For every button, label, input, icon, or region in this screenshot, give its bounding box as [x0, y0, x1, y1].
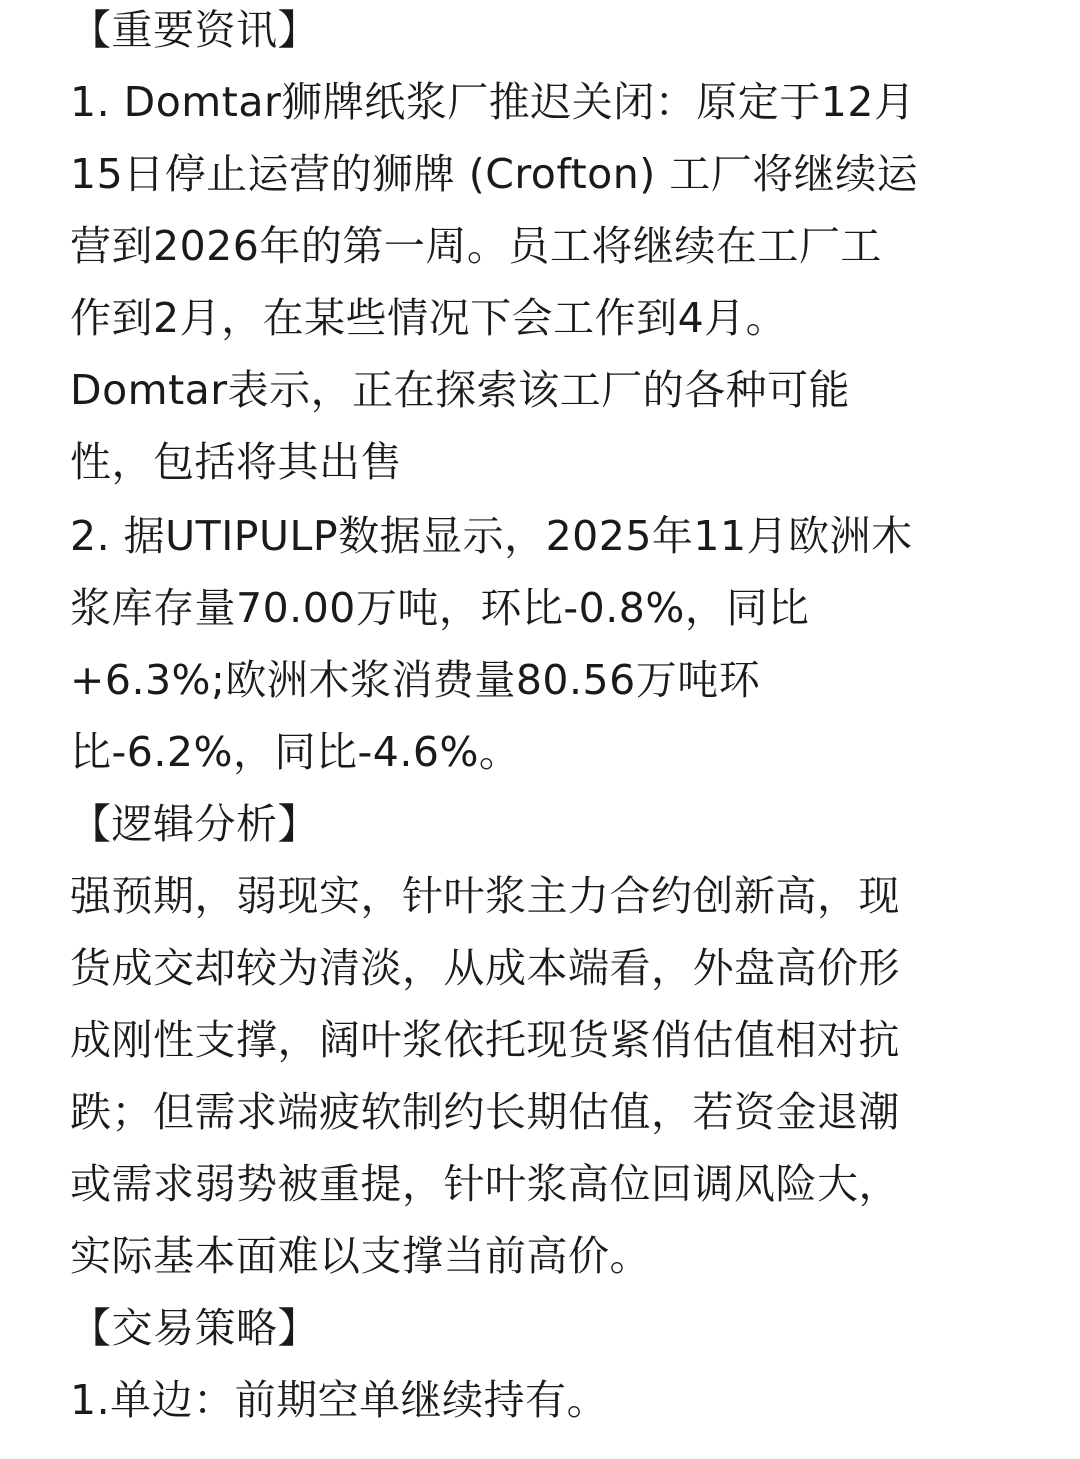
news-item-2-line-3: +6.3%;欧洲木浆消费量80.56万吨环 [70, 656, 761, 704]
analysis-line-4: 跌；但需求端疲软制约长期估值，若资金退潮 [70, 1088, 900, 1136]
news-item-2-line-1: 2. 据UTIPULP数据显示，2025年11月欧洲木 [70, 512, 913, 560]
news-item-2-line-4: 比-6.2%，同比-4.6%。 [70, 728, 521, 776]
analysis-line-1: 强预期，弱现实，针叶浆主力合约创新高，现 [70, 872, 900, 920]
news-heading: 【重要资讯】 [70, 6, 319, 54]
news-item-2-line-2: 浆库存量70.00万吨，环比-0.8%，同比 [70, 584, 810, 632]
strategy-item-1: 1.单边：前期空单继续持有。 [70, 1376, 609, 1424]
news-item-1-line-2: 15日停止运营的狮牌 (Crofton) 工厂将继续运 [70, 150, 919, 198]
news-item-1-line-1: 1. Domtar狮牌纸浆厂推迟关闭：原定于12月 [70, 78, 916, 126]
news-item-1-line-6: 性，包括将其出售 [70, 438, 402, 486]
strategy-heading: 【交易策略】 [70, 1304, 319, 1352]
analysis-line-2: 货成交却较为清淡，从成本端看，外盘高价形 [70, 944, 900, 992]
news-item-1-line-4: 作到2月，在某些情况下会工作到4月。 [70, 294, 788, 342]
analysis-line-5: 或需求弱势被重提，针叶浆高位回调风险大， [70, 1160, 900, 1208]
news-item-1-line-3: 营到2026年的第一周。员工将继续在工厂工 [70, 222, 882, 270]
analysis-line-6: 实际基本面难以支撑当前高价。 [70, 1232, 651, 1280]
analysis-line-3: 成刚性支撑，阔叶浆依托现货紧俏估值相对抗 [70, 1016, 900, 1064]
news-item-1-line-5: Domtar表示，正在探索该工厂的各种可能 [70, 366, 851, 414]
analysis-heading: 【逻辑分析】 [70, 800, 319, 848]
